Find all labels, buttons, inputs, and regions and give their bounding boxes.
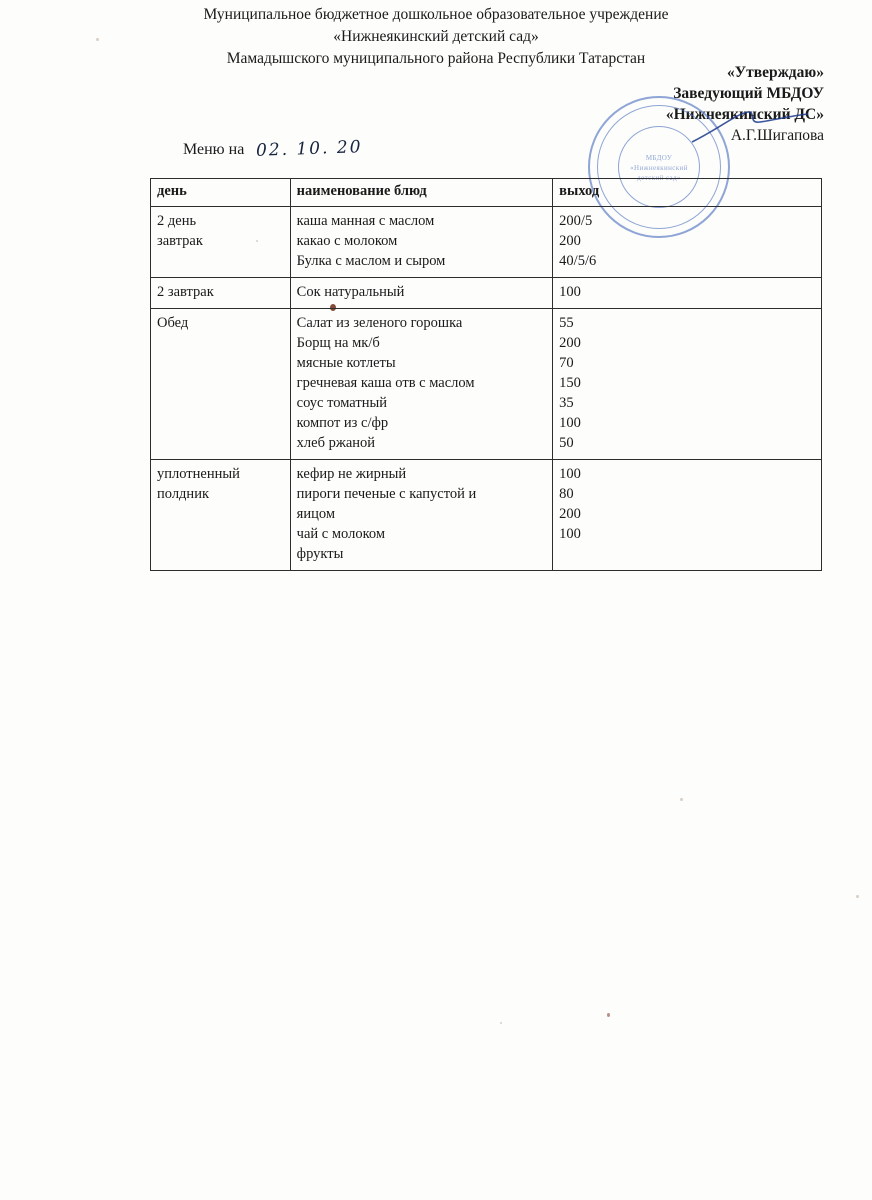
table-row [151,207,822,278]
document-header [0,4,872,70]
scan-speck [500,1022,502,1024]
row-dish-cell [290,309,553,460]
row-dish-cell [290,207,553,278]
scan-speck [607,1013,610,1017]
header-line-2: «Нижнеякинский детский сад» [333,28,539,45]
column-header-day: день [151,179,291,207]
menu-label: Меню на [183,141,245,158]
row-day-line: 2 завтрак [157,284,214,300]
output-line: 70 [559,355,574,371]
output-line: 150 [559,375,581,391]
approval-line-1: «Утверждаю» [726,64,824,81]
dish-line: компот из с/фр [296,415,389,431]
dish-line: пироги печеные с капустой и [296,486,477,502]
row-dish-cell [290,278,553,309]
row-day-line: завтрак [157,233,203,249]
row-output-cell [553,309,822,460]
table-row [151,278,822,309]
output-line: 100 [559,466,581,482]
dish-line: какао с молоком [296,233,398,249]
header-line-3: Мамадышского муниципального района Республики Татарстан [226,50,646,67]
output-line: 100 [559,526,581,542]
output-line: 80 [559,486,574,502]
column-header-dish: наименование блюд [290,179,553,207]
row-day-line: Обед [157,315,189,331]
row-day-line: 2 день [157,213,197,229]
dish-line: гречневая каша отв с маслом [296,375,475,391]
row-day-cell [151,278,291,309]
stamp-line-2: «Нижнеякинский [630,164,688,172]
stamp-line-1: МБДОУ [645,154,673,162]
dish-line: яицом [296,506,336,522]
output-line: 40/5/6 [559,253,597,269]
approval-line-2: Заведующий МБДОУ [673,85,824,102]
output-line: 200 [559,233,581,249]
row-output-cell [553,460,822,571]
row-day-cell [151,309,291,460]
row-day-line: уплотненный [157,466,240,482]
scan-speck [856,895,859,898]
output-line: 50 [559,435,574,451]
output-line: 200/5 [559,213,593,229]
output-line: 200 [559,506,581,522]
row-day-line: полдник [157,486,209,502]
dish-line: кефир не жирный [296,466,407,482]
dish-line: соус томатный [296,395,387,411]
menu-table [150,178,822,571]
dish-line: Булка с маслом и сыром [296,253,446,269]
header-line-1: Муниципальное бюджетное дошкольное образовательное учреждение [203,6,669,23]
menu-date-line [183,139,363,159]
menu-date-handwritten: 02. 10. 20 [255,137,364,161]
approval-signer-name: А.Г.Шигапова [730,127,824,144]
table-row [151,309,822,460]
dish-line: Салат из зеленого горошка [296,315,463,331]
row-output-cell [553,278,822,309]
row-output-cell [553,207,822,278]
output-line: 100 [559,415,581,431]
row-day-cell [151,460,291,571]
output-line: 100 [559,284,581,300]
row-dish-cell [290,460,553,571]
dish-line: фрукты [296,546,344,562]
approval-line-3: «Нижнеякинский ДС» [665,106,824,123]
dish-line: хлеб ржаной [296,435,376,451]
approval-block [666,62,824,146]
table-header-row [151,179,822,207]
output-line: 55 [559,315,574,331]
stamp-line-3: детский сад» [637,174,681,182]
output-line: 35 [559,395,574,411]
output-line: 200 [559,335,581,351]
scan-speck [680,798,683,801]
dish-line: Сок натуральный [296,284,405,300]
dish-line: мясные котлеты [296,355,396,371]
dish-line: каша манная с маслом [296,213,435,229]
row-day-cell [151,207,291,278]
dish-line: чай с молоком [296,526,386,542]
column-header-output: выход [553,179,822,207]
table-row [151,460,822,571]
dish-line: Борщ на мк/б [296,335,380,351]
